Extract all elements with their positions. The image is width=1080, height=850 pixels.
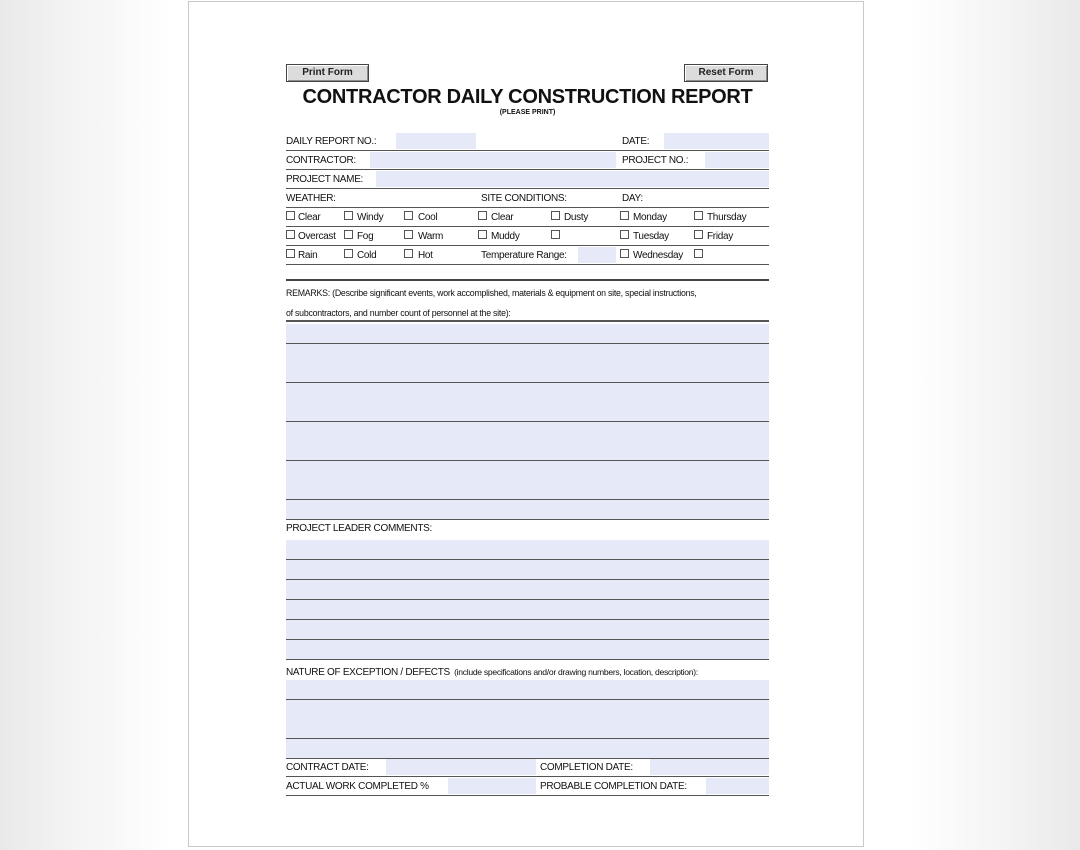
date-label: DATE:: [622, 136, 650, 147]
clear-weather-label: Clear: [298, 212, 321, 223]
fog-checkbox[interactable]: [344, 230, 353, 239]
cool-label: Cool: [418, 212, 438, 223]
contract-date-label: CONTRACT DATE:: [286, 762, 369, 773]
project-no-label: PROJECT NO.:: [622, 155, 689, 166]
remarks-line[interactable]: [286, 344, 769, 364]
remarks-line[interactable]: [286, 383, 769, 403]
clear-site-label: Clear: [491, 212, 514, 223]
remarks-line[interactable]: [286, 441, 769, 461]
exceptions-label: NATURE OF EXCEPTION / DEFECTS: [286, 667, 450, 678]
conditions-header-row: [286, 189, 769, 208]
project-leader-comments-label: PROJECT LEADER COMMENTS:: [286, 523, 432, 534]
form-page: [188, 1, 864, 847]
checkbox-row-3: [286, 246, 769, 265]
remarks-label: REMARKS: (Describe significant events, work accomplished, materials & equipment on site, special instructions,: [286, 288, 697, 298]
overcast-label: Overcast: [298, 231, 336, 242]
comments-line[interactable]: [286, 560, 769, 580]
day-label: DAY:: [622, 193, 643, 204]
cold-checkbox[interactable]: [344, 249, 353, 258]
checkbox-row-1: [286, 208, 769, 227]
remarks-line[interactable]: [286, 480, 769, 500]
friday-checkbox[interactable]: [694, 230, 703, 239]
muddy-label: Muddy: [491, 231, 520, 242]
fog-label: Fog: [357, 231, 374, 242]
report-number-row: [286, 132, 769, 151]
print-form-button[interactable]: Print Form: [286, 64, 369, 82]
contractor-field[interactable]: [370, 152, 616, 168]
comments-line[interactable]: [286, 580, 769, 600]
windy-checkbox[interactable]: [344, 211, 353, 220]
exceptions-line[interactable]: [286, 700, 769, 720]
actual-work-completed-field[interactable]: [448, 778, 536, 794]
warm-label: Warm: [418, 231, 444, 242]
rain-checkbox[interactable]: [286, 249, 295, 258]
project-name-label: PROJECT NAME:: [286, 174, 364, 185]
friday-label: Friday: [707, 231, 733, 242]
completion-date-field[interactable]: [650, 759, 769, 775]
contract-date-field[interactable]: [386, 759, 536, 775]
temperature-range-field[interactable]: [578, 247, 616, 263]
contractor-label: CONTRACTOR:: [286, 155, 356, 166]
cool-checkbox[interactable]: [404, 211, 413, 220]
wednesday-checkbox[interactable]: [620, 249, 629, 258]
exceptions-line[interactable]: [286, 739, 769, 759]
monday-label: Monday: [633, 212, 667, 223]
work-completed-row: [286, 777, 769, 796]
comments-line[interactable]: [286, 620, 769, 640]
exceptions-line[interactable]: [286, 719, 769, 739]
weather-label: WEATHER:: [286, 193, 336, 204]
project-name-row: [286, 170, 769, 189]
contract-date-row: [286, 758, 769, 777]
comments-line[interactable]: [286, 600, 769, 620]
cold-label: Cold: [357, 250, 377, 261]
clear-site-checkbox[interactable]: [478, 211, 487, 220]
remarks-line[interactable]: [286, 363, 769, 383]
daily-report-no-field[interactable]: [396, 133, 476, 149]
tuesday-checkbox[interactable]: [620, 230, 629, 239]
remarks-rule: [286, 320, 769, 322]
contractor-row: [286, 151, 769, 170]
exceptions-line[interactable]: [286, 680, 769, 700]
thursday-label: Thursday: [707, 212, 747, 223]
dusty-checkbox[interactable]: [551, 211, 560, 220]
page-title: CONTRACTOR DAILY CONSTRUCTION REPORT: [302, 86, 753, 108]
remarks-line[interactable]: [286, 500, 769, 520]
remarks-line[interactable]: [286, 402, 769, 422]
project-no-field[interactable]: [705, 152, 769, 168]
monday-checkbox[interactable]: [620, 211, 629, 220]
probable-completion-date-field[interactable]: [706, 778, 769, 794]
tuesday-label: Tuesday: [633, 231, 669, 242]
wednesday-label: Wednesday: [633, 250, 683, 261]
blank-site-checkbox[interactable]: [551, 230, 560, 239]
daily-report-no-label: DAILY REPORT NO.:: [286, 136, 377, 147]
section-divider: [286, 279, 769, 281]
hot-label: Hot: [418, 250, 433, 261]
thursday-checkbox[interactable]: [694, 211, 703, 220]
remarks-line[interactable]: [286, 422, 769, 442]
comments-line[interactable]: [286, 640, 769, 660]
page-subtitle: (PLEASE PRINT): [499, 109, 556, 116]
dusty-label: Dusty: [564, 212, 589, 223]
remarks-line[interactable]: [286, 461, 769, 481]
probable-completion-date-label: PROBABLE COMPLETION DATE:: [540, 781, 687, 792]
exceptions-detail-label: (include specifications and/or drawing numbers, location, description):: [454, 667, 698, 677]
site-conditions-label: SITE CONDITIONS:: [481, 193, 567, 204]
warm-checkbox[interactable]: [404, 230, 413, 239]
comments-line[interactable]: [286, 540, 769, 560]
overcast-checkbox[interactable]: [286, 230, 295, 239]
remarks-line[interactable]: [286, 324, 769, 344]
checkbox-row-2: [286, 227, 769, 246]
project-name-field[interactable]: [376, 171, 769, 187]
windy-label: Windy: [357, 212, 384, 223]
remarks-label-2: of subcontractors, and number count of personnel at the site):: [286, 308, 511, 318]
completion-date-label: COMPLETION DATE:: [540, 762, 633, 773]
blank-day-checkbox[interactable]: [694, 249, 703, 258]
reset-form-button[interactable]: Reset Form: [684, 64, 768, 82]
temperature-range-label: Temperature Range:: [481, 250, 567, 261]
clear-weather-checkbox[interactable]: [286, 211, 295, 220]
muddy-checkbox[interactable]: [478, 230, 487, 239]
exceptions-label-group: [286, 662, 698, 680]
actual-work-completed-label: ACTUAL WORK COMPLETED %: [286, 781, 429, 792]
rain-label: Rain: [298, 250, 318, 261]
hot-checkbox[interactable]: [404, 249, 413, 258]
date-field[interactable]: [664, 133, 769, 149]
